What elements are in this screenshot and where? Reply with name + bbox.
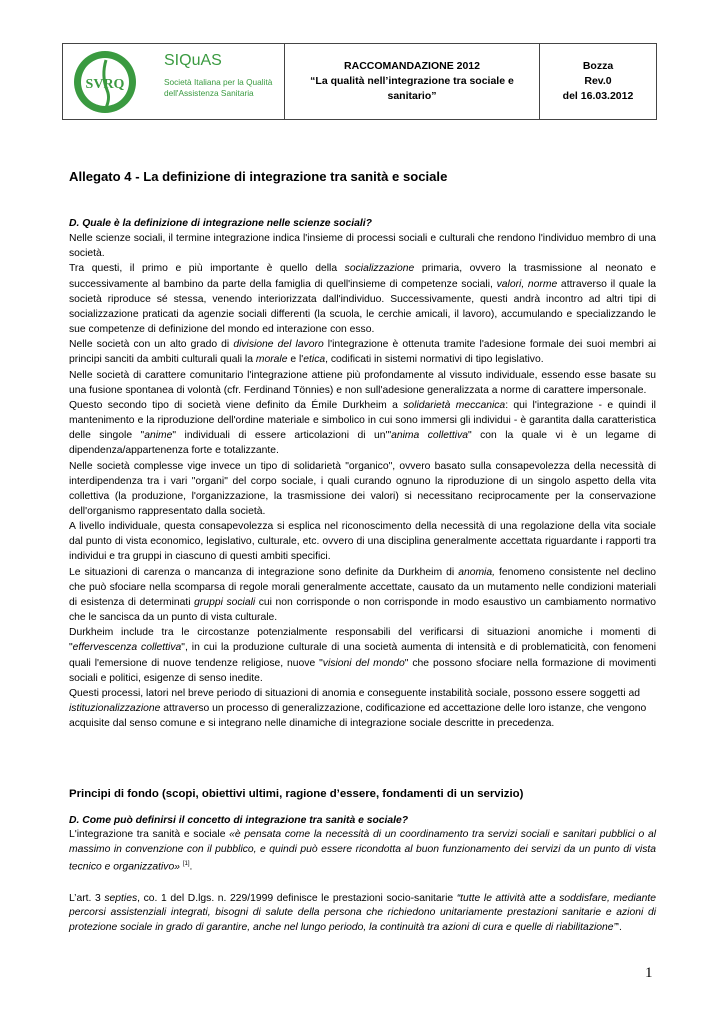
text-run: Nelle società di carattere comunitario l'integrazione attiene più profondamente al vissuto individuale, essendo esse basate su una fusione spontanea di volontà (cfr. Ferdinand Tönnies) e non sull'adesione generalizzata a norme di carattere impersonale.: [69, 369, 656, 396]
emphasis-text: istituzionalizzazione: [69, 703, 161, 714]
text-run: '.: [617, 921, 622, 933]
emphasis-text: gruppi sociali: [194, 596, 256, 608]
paragraph-list: [69, 231, 656, 731]
paragraph: [69, 828, 656, 875]
org-name: SIQuAS: [164, 52, 222, 69]
text-run: " con la quale vi è un legame di dipendenza/appartenenza forte e totalizzante.: [69, 430, 657, 457]
draft-label: Bozza: [582, 60, 614, 72]
logo-cell: [63, 44, 285, 120]
text-run: Durkheim include tra le circostanze potenzialmente responsabili del verificarsi di situazioni anomiche i momenti di ": [69, 627, 656, 654]
document-title-line: “La qualità nell’integrazione tra sociale e: [310, 75, 514, 87]
section-heading: Allegato 4 - La definizione di integrazione tra sanità e sociale: [69, 169, 448, 184]
paragraph: [69, 459, 656, 520]
document-title-line: sanitario”: [387, 90, 437, 102]
emphasis-text: visioni del mondo: [322, 657, 405, 669]
paragraph: [69, 368, 656, 398]
text-run: , co. 1 del D.lgs. n. 229/1999 definisce le prestazioni socio-sanitarie: [137, 892, 457, 904]
footnote-ref: [1]: [182, 860, 190, 867]
paragraph: [69, 519, 656, 564]
emphasis-text: valori, norme: [496, 278, 558, 290]
text-run: cui non corrisponde o non corrisponde in modo esaustivo un cambiamento normativo che le sancisca da un punto di vista culturale.: [69, 596, 656, 624]
text-run: attraverso un processo di generalizzazione, codificazione ed accettazione delle loro istanze, che vengono acquisite dal senso comune e si integrano nelle dinamiche di integrazione sociale descritte in precedenza.: [69, 703, 647, 730]
text-run: L’art. 3: [69, 892, 105, 904]
question-heading: D. Come può definirsi il concetto di integrazione tra sanità e sociale?: [69, 815, 409, 826]
emphasis-text: effervescenza collettiva: [72, 642, 182, 654]
emphasis-text: solidarietà meccanica: [403, 399, 506, 411]
text-run: L'integrazione tra sanità e sociale: [69, 829, 230, 841]
siquas-logo-icon: [73, 50, 137, 114]
emphasis-text: morale: [255, 354, 288, 366]
text-run: Nelle scienze sociali, il termine integrazione indica l'insieme di processi sociali e culturali che rendono l'individuo membro di una società.: [69, 233, 656, 260]
paragraph: [69, 231, 656, 261]
emphasis-text: etica: [303, 354, 326, 366]
paragraph-list: [69, 828, 656, 935]
paragraph: [69, 686, 656, 731]
text-run: " che possono sfociare nella formazione di movimenti sociali e politici, esigenze di senso inedite.: [69, 657, 656, 684]
text-run: ", in cui la produzione culturale di una società aumenta di intensità e di problematicità, con fenomeni quali l'emersione di nuove tendenze religiose, nuove ": [69, 642, 657, 669]
emphasis-text: anima collettiva: [391, 430, 468, 442]
emphasis-text: “tutte le attività atte a soddisfare, mediante percorsi assistenziali integrati, bisogni di salute della persona che richiedono unitariamente prestazioni sanitarie e azioni di protezione sociale in grado di garantire, anche nel lungo periodo, la continuità tra azioni di cura e quelle di riabilitazione”: [69, 892, 656, 933]
text-run: fenomeno consistente nel declino che può sfociare nella scomparsa di regole morali generalmente accettate, causato da un mutamento nelle condizioni materiali di esistenza di determinati: [69, 566, 656, 608]
text-run: " individuali di essere articolazioni di un'": [172, 430, 392, 442]
text-run: Questo secondo tipo di società viene definito da Émile Durkheim a: [69, 399, 404, 411]
text-run: Le situazioni di carenza o mancanza di integrazione sono definite da Durkheim di: [69, 566, 459, 578]
text-run: Tra questi, il primo e più importante è quello della: [69, 263, 345, 275]
emphasis-text: socializzazione: [344, 263, 415, 275]
svg-text:SVRQ: SVRQ: [85, 77, 125, 92]
page-number: 1: [645, 965, 653, 981]
revision-label: Rev.0: [584, 75, 612, 87]
org-subtitle: [164, 77, 272, 99]
text-run: Nelle società complesse vige invece un tipo di solidarietà "organico", ovvero basato sulla consapevolezza della necessità di interdipendenza tra i vari "organi" del corpo sociale, i quali curando ognuno la riproduzione di un singolo aspetto della vita collettiva (la produzione, l'organizzazione, la trasmissione dei valori) si necessitano reciprocamente per la conservazione dell'organismo rappresentato dalla società.: [69, 460, 656, 517]
text-run: A livello individuale, questa consapevolezza si esplica nel riconoscimento della necessità di una regolazione della vita sociale dal punto di vista economico, legislativo, culturale, etc. ovvero di una disciplina generalmente accettata riguardante i rapporti tra individui e tra gruppi in ciascuno di questi ambiti specifici.: [69, 521, 656, 563]
question-heading: D. Quale è la definizione di integrazione nelle scienze sociali?: [69, 218, 372, 229]
section-body: [69, 216, 656, 731]
emphasis-text: anomia,: [458, 566, 495, 578]
paragraph: [69, 261, 656, 337]
document-title-cell: [285, 44, 540, 120]
org-subtitle-line: dell'Assistenza Sanitaria: [164, 88, 254, 98]
text-run: .: [189, 861, 193, 873]
date-label: del 16.03.2012: [562, 90, 634, 102]
paragraph: [69, 625, 656, 686]
document-title-line: RACCOMANDAZIONE 2012: [344, 60, 480, 72]
emphasis-text: divisione del lavoro: [233, 339, 324, 351]
org-subtitle-line: Società Italiana per la Qualità: [164, 77, 273, 87]
emphasis-text: «è pensata come la necessità di un coordinamento tra servizi sociali e sanitari pubblici o al massimo in convenzione con il pubblico, e quindi può essere ricondotta al buon funzionamento dei servizi da un punto di vista tecnico e organizzativo»: [69, 829, 656, 873]
text-run: primaria, ovvero la trasmissione al neonato e successivamente al bambino da parte della famiglia di quell'insieme di competenze sociali,: [69, 263, 656, 290]
text-run: Questi processi, latori nel breve periodo di situazioni di anomia e conseguente instabilità sociale, possono essere soggetti ad: [69, 687, 640, 699]
emphasis-text: anime: [144, 430, 173, 442]
text-run: l'integrazione è ottenuta tramite l'adesione formale dei suoi membri ai principi sanciti da ambiti culturali quali la: [69, 339, 657, 366]
text-run: Nelle società con un alto grado di: [69, 339, 234, 351]
section-body: [69, 813, 656, 935]
paragraph: [69, 892, 656, 935]
paragraph: [69, 337, 656, 367]
text-run: , codificati in sistemi normativi di tipo legislativo.: [325, 354, 544, 366]
paragraph: [69, 565, 656, 626]
paragraph: [69, 398, 656, 459]
document-header-table: [62, 43, 657, 120]
section-heading: Principi di fondo (scopi, obiettivi ultimi, ragione d’essere, fondamenti di un servizio): [69, 788, 524, 800]
text-run: : qui l'integrazione - e quindi il mantenimento e la riproduzione dell'ordine materiale e simbolico in cui sono immersi gli individui - è garantita dalla caratteristica delle singole ": [69, 399, 656, 442]
emphasis-text: septies: [104, 892, 138, 904]
text-run: attraverso il quale la società riproduce sé stessa, venendo interiorizzata dall'individuo. Successivamente, questi andrà incontro ad altri tipi di socializzazione praticati da agenzie sociali differenti (la scuola, le cerchie amicali, il lavoro), accumulando e specializzando le sue competenze di definizione del mondo ed interazione con esso.: [69, 278, 656, 336]
document-status-cell: [540, 44, 657, 120]
text-run: e l': [287, 354, 304, 366]
